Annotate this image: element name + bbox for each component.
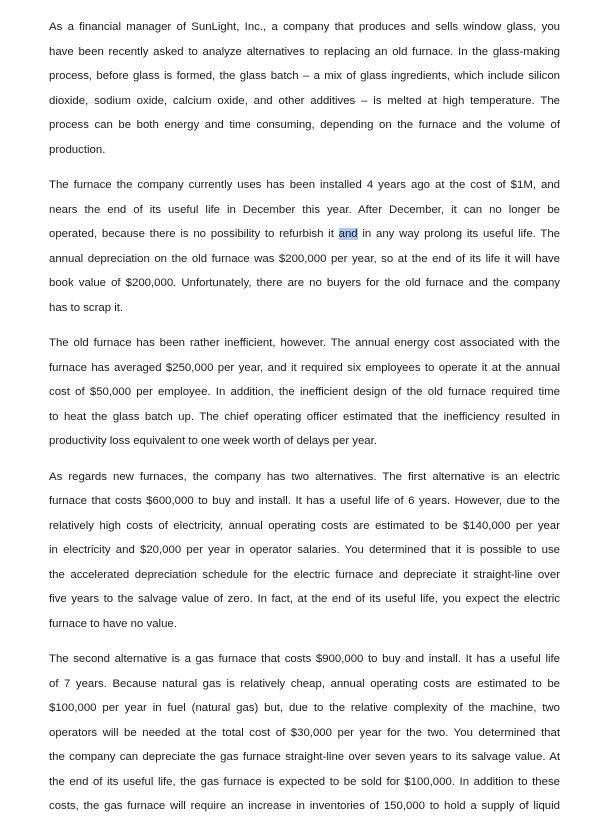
text-line: relatively high costs of electricity, annual operating costs are estimated to be $140,000 per year <box>49 519 560 532</box>
text-line: of 7 years. Because natural gas is relatively cheap, annual operating costs are estimated to be <box>49 677 560 690</box>
text-line: process, before glass is formed, the glass batch – a mix of glass ingredients, which include silicon <box>49 70 560 82</box>
paragraph-gas-furnace <box>49 647 560 819</box>
text-line: furnace has averaged $250,000 per year, and it required six employees to operate it at the annual <box>49 361 560 374</box>
text-line: process can be both energy and time consuming, depending on the furnace and the volume of <box>49 119 560 131</box>
selected-word-highlight[interactable]: and <box>338 228 358 240</box>
text-line: The furnace the company currently uses has been installed 4 years ago at the cost of $1M, and <box>49 179 560 191</box>
text-line: cost of $50,000 per employee. In addition, the inefficient design of the old furnace required time <box>49 386 560 398</box>
text-line: costs, the gas furnace will require an increase in inventories of 150,000 to hold a supply of liquid <box>49 800 560 812</box>
text-line: have been recently asked to analyze alternatives to replacing an old furnace. In the glass-making <box>49 45 560 58</box>
text-line: As a financial manager of SunLight, Inc., a company that produces and sells window glass, you <box>49 21 560 33</box>
text-line: the company can depreciate the gas furnace straight-line over seven years to its salvage value. At <box>49 751 560 763</box>
paragraph-current-furnace <box>49 173 560 320</box>
text-line: As regards new furnaces, the company has two alternatives. The first alternative is an electric <box>49 470 560 483</box>
text-line: The old furnace has been rather inefficient, however. The annual energy cost associated with the <box>49 337 560 349</box>
text-line: has to scrap it. <box>49 301 124 314</box>
text-line: five years to the salvage value of zero. In fact, at the end of its useful life, you expect the electric <box>49 593 560 605</box>
text-line: book value of $200,000. Unfortunately, there are no buyers for the old furnace and the company <box>49 277 560 289</box>
paragraph-intro <box>49 15 560 162</box>
text-line: to heat the glass batch up. The chief operating officer estimated that the inefficiency resulted in <box>49 410 560 423</box>
text-line: productivity loss equivalent to one week worth of delays per year. <box>49 435 377 447</box>
paragraph-inefficiency <box>49 331 560 454</box>
text-line: nears the end of its useful life in December this year. After December, it can no longer be <box>49 203 560 216</box>
text-segment: operated, because there is no possibility to refurbish it <box>49 228 339 240</box>
text-line: production. <box>49 143 106 156</box>
text-line: The second alternative is a gas furnace that costs $900,000 to buy and install. It has a useful life <box>49 653 560 665</box>
text-line: furnace to have no value. <box>49 617 177 630</box>
text-line: dioxide, sodium oxide, calcium oxide, and other additives – is melted at high temperature. The <box>49 94 560 107</box>
document-page <box>49 15 560 830</box>
text-line: $100,000 per year in fuel (natural gas) but, due to the relative complexity of the machine, two <box>49 702 560 714</box>
paragraph-electric-furnace <box>49 465 560 637</box>
text-line-with-selection <box>49 222 560 247</box>
text-line: the end of its useful life, the gas furnace is expected to be sold for $100,000. In addition to these <box>49 775 560 788</box>
text-line: annual depreciation on the old furnace was $200,000 per year, so at the end of its life it will have <box>49 252 560 265</box>
text-line: furnace that costs $600,000 to buy and install. It has a useful life of 6 years. However, due to the <box>49 495 560 507</box>
text-line: operators will be needed at the total cost of $30,000 per year for the two. You determined that <box>49 726 560 739</box>
text-line: in electricity and $20,000 per year in operator salaries. You determined that it is possible to use <box>49 544 560 556</box>
text-line: the accelerated depreciation schedule for the electric furnace and depreciate it straight-line over <box>49 568 560 581</box>
text-segment: in any way prolong its useful life. The <box>357 228 560 240</box>
